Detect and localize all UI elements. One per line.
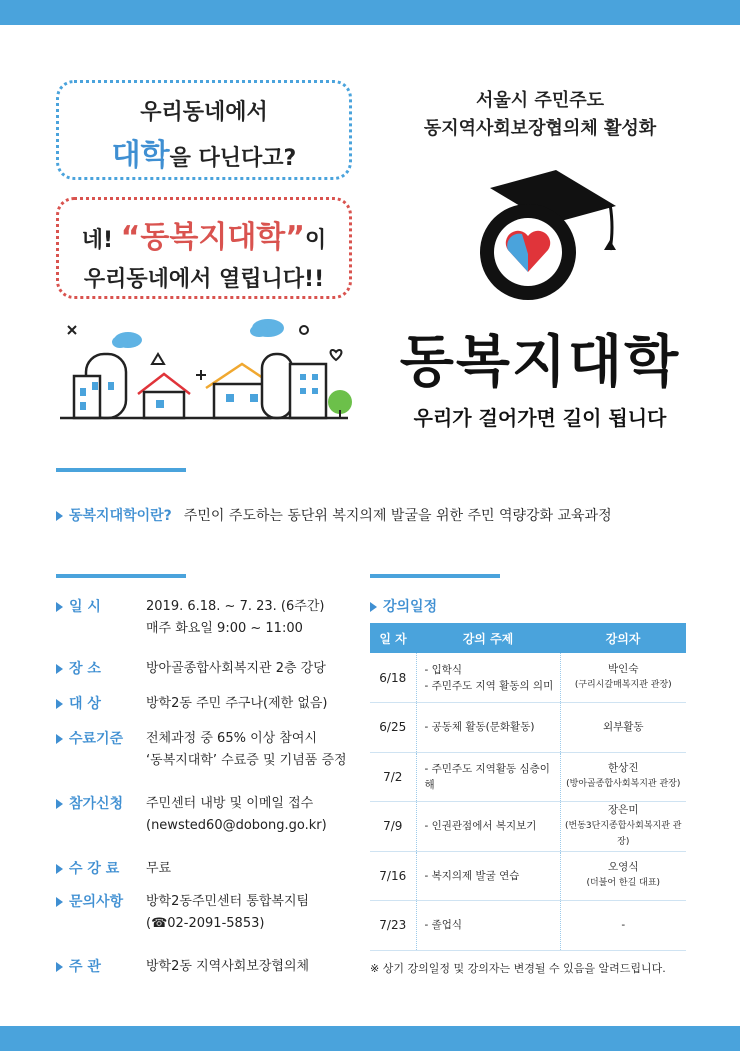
schedule-title-text: 강의일정 [383, 599, 438, 615]
triangle-icon [370, 602, 377, 612]
schedule-row [370, 703, 686, 753]
intro-text: 주민이 주도하는 동단위 복지의제 발굴을 위한 주민 역량강화 교육과정 [183, 508, 612, 524]
header-lecturer: 강의자 [560, 623, 686, 653]
schedule-day: 7/9 [370, 802, 416, 852]
schedule-topic: - 공동체 활동(문화활동) [416, 703, 560, 753]
intro-row [56, 505, 612, 525]
answer-end: 이 [305, 228, 327, 253]
schedule-topic: - 주민주도 지역활동 심층이해 [416, 752, 560, 802]
graduation-cap-icon [468, 166, 618, 308]
info-value [146, 956, 366, 978]
slogan: 우리가 걸어가면 길이 됩니다 [413, 406, 667, 430]
schedule-body [370, 653, 686, 950]
schedule-lecturer: 장은미 (번동3단지종합사회복지관 관장) [560, 802, 686, 852]
info-value-text: 방학2동 지역사회보장협의체 [146, 959, 310, 974]
info-value [146, 793, 366, 837]
schedule-topic: - 인권관점에서 복지보기 [416, 802, 560, 852]
schedule-row [370, 851, 686, 901]
cloud-icon [112, 319, 284, 348]
schedule-day: 7/23 [370, 901, 416, 951]
question-highlight: 대학 [111, 138, 170, 173]
question-line2 [59, 130, 349, 174]
lecturer-org: (구리시갈매복지관 관장) [574, 680, 672, 690]
info-value-text: 2019. 6.18. ~ 7. 23. (6주간) 매주 화요일 9:00 ~ 11:00 [146, 599, 325, 636]
divider [370, 574, 500, 578]
info-value-text: 주민센터 내방 및 이메일 접수 (newsted60@dobong.go.kr) [146, 796, 327, 833]
schedule-lecturer: 오영식 (더불어 한길 대표) [560, 851, 686, 901]
answer-start: 네! [81, 228, 121, 253]
answer-bubble [56, 197, 352, 299]
info-label-text: 참가신청 [69, 796, 124, 812]
info-value [146, 693, 366, 715]
info-label [56, 596, 146, 616]
triangle-icon [56, 664, 63, 674]
intro-label: 동복지대학이란? [69, 508, 172, 524]
lecturer-org: (방아골종합사회복지관 관장) [566, 779, 681, 790]
answer-highlight: “동복지대학” [120, 220, 306, 255]
question-bubble [56, 80, 352, 180]
triangle-icon [56, 699, 63, 709]
info-label-text: 대 상 [69, 696, 101, 712]
info-value [146, 658, 366, 680]
header-day: 일 자 [370, 623, 416, 653]
answer-line1 [59, 212, 349, 256]
lecturer-org: (더불어 한길 대표) [586, 878, 661, 889]
info-label [56, 793, 146, 813]
header-topic: 강의 주제 [416, 623, 560, 653]
divider [56, 468, 186, 472]
question-rest: 을 다닌다고? [169, 146, 297, 171]
info-label [56, 658, 146, 678]
info-value-text: 전체과정 중 65% 이상 참여시 ‘동복지대학’ 수료증 및 기념품 증정 [146, 731, 347, 768]
schedule-lecturer: 박인숙 (구리시갈매복지관 관장) [560, 653, 686, 703]
info-value [146, 858, 366, 880]
schedule-lecturer: 외부활동 [560, 703, 686, 753]
info-value-text: 방아골종합사회복지관 2층 강당 [146, 661, 326, 676]
schedule-title [370, 596, 437, 616]
header-line1: 서울시 주민주도 [476, 90, 604, 111]
schedule-row [370, 901, 686, 951]
header-line2: 동지역사회보장협의체 활성화 [423, 118, 657, 139]
schedule-day: 7/2 [370, 752, 416, 802]
triangle-icon [56, 511, 63, 521]
schedule-lecturer: 한상진 (방아골종합사회복지관 관장) [560, 752, 686, 802]
info-value-text: 방학2동주민센터 통합복지팀 (☎02-2091-5853) [146, 894, 310, 931]
lecturer-org: (번동3단지종합사회복지관 관장) [565, 820, 682, 847]
schedule-day: 6/25 [370, 703, 416, 753]
triangle-icon [56, 734, 63, 744]
info-label-text: 일 시 [69, 599, 101, 615]
schedule-lecturer: - [560, 901, 686, 951]
schedule-topic: - 졸업식 [416, 901, 560, 951]
triangle-icon [56, 864, 63, 874]
info-value-text: 무료 [146, 861, 172, 876]
info-label [56, 693, 146, 713]
schedule-table [370, 623, 686, 951]
divider [56, 574, 186, 578]
bottom-band [0, 1026, 740, 1051]
info-label-text: 문의사항 [69, 894, 124, 910]
info-label [56, 728, 146, 748]
schedule-row [370, 802, 686, 852]
triangle-icon [56, 799, 63, 809]
question-line1: 우리동네에서 [140, 100, 268, 125]
info-label [56, 891, 146, 911]
schedule-note: ※ 상기 강의일정 및 강의자는 변경될 수 있음을 알려드립니다. [370, 962, 666, 975]
triangle-icon [56, 897, 63, 907]
info-label-text: 수료기준 [69, 731, 124, 747]
triangle-icon [56, 602, 63, 612]
info-label-text: 주 관 [69, 959, 101, 975]
info-value-text: 방학2동 주민 주구나(제한 없음) [146, 696, 328, 711]
info-value [146, 891, 366, 935]
info-label [56, 956, 146, 976]
top-band [0, 0, 740, 25]
schedule-topic: - 입학식 - 주민주도 지역 활동의 의미 [416, 653, 560, 703]
schedule-day: 7/16 [370, 851, 416, 901]
info-label-text: 장 소 [69, 661, 101, 677]
town-illustration [56, 318, 352, 426]
brand-title: 동복지대학 [399, 330, 681, 395]
schedule-header-row [370, 623, 686, 653]
info-label [56, 858, 146, 878]
schedule-row [370, 653, 686, 703]
schedule-row [370, 752, 686, 802]
info-value [146, 596, 366, 640]
triangle-icon [56, 962, 63, 972]
info-value [146, 728, 366, 772]
schedule-day: 6/18 [370, 653, 416, 703]
info-label-text: 수 강 료 [69, 861, 120, 877]
schedule-topic: - 복지의제 발굴 연습 [416, 851, 560, 901]
answer-line2: 우리동네에서 열립니다!! [83, 267, 325, 292]
